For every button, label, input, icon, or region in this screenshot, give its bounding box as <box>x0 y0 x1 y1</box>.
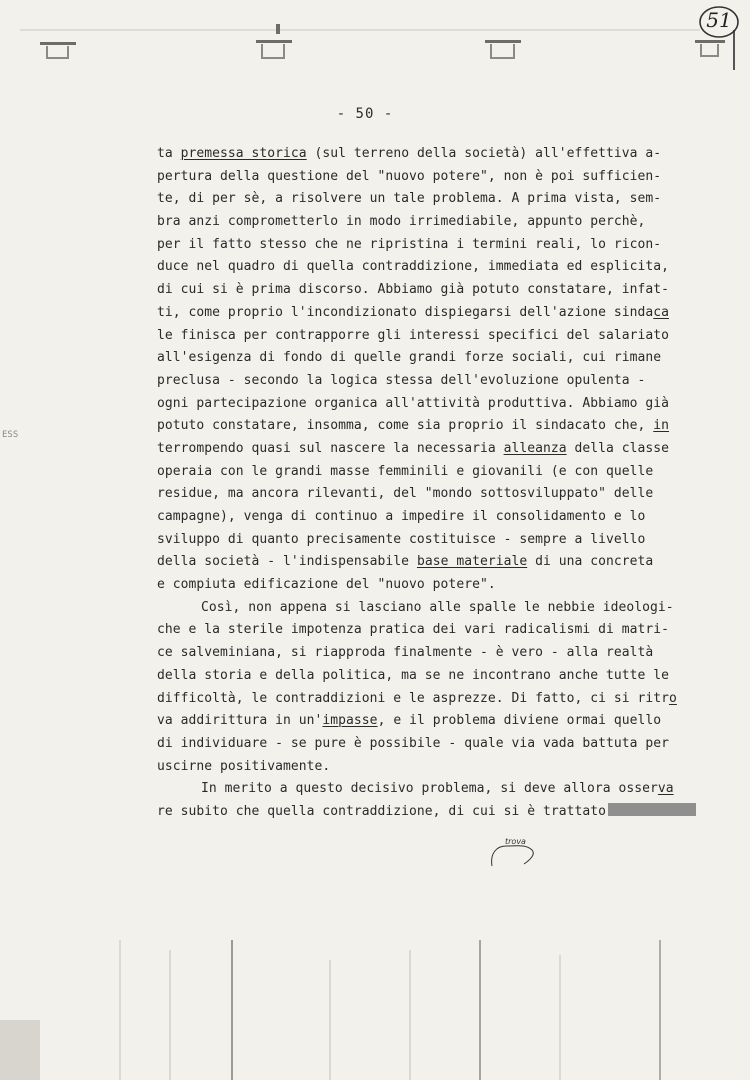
underlined-text: o <box>668 690 677 706</box>
text-segment: campagne), venga di continuo a impedire il consolidamento e lo <box>157 509 646 524</box>
text-segment: duce nel quadro di quella contraddizione, immediata ed esplicita, <box>157 259 669 275</box>
text-line <box>157 733 717 756</box>
text-line <box>157 347 717 370</box>
text-segment: , e il problema diviene ormai quello <box>377 713 662 729</box>
text-segment: te, di per sè, a risolvere un tale problema. A prima vista, sem- <box>157 191 662 207</box>
text-line <box>157 597 717 620</box>
text-line <box>157 188 717 211</box>
text-line <box>157 415 717 438</box>
text-line <box>157 529 717 552</box>
text-line <box>157 143 717 166</box>
text-segment: ce salveminiana, si riapproda finalmente - è vero - alla realtà <box>157 645 654 661</box>
text-segment: della classe <box>566 440 669 456</box>
text-segment: di individuare - se pure è possibile - quale via vada battuta per <box>157 735 669 751</box>
text-segment: le finisca per contrapporre gli interessi specifici del salariato <box>157 327 669 343</box>
underlined-text: ca <box>653 304 669 320</box>
text-line <box>157 325 717 348</box>
text-line <box>157 166 717 189</box>
text-segment: operaia con le grandi masse femminili e giovanili (e con quelle <box>157 463 654 479</box>
text-segment: va addirittura in un' <box>157 713 323 729</box>
text-segment: bra anzi comprometterlo in modo irrimediabile, appunto perchè, <box>157 214 646 230</box>
text-segment: della società - l'indispensabile <box>157 554 417 570</box>
underlined-text: va <box>657 781 674 797</box>
underlined-text: impasse <box>322 713 378 729</box>
text-segment: potuto constatare, insomma, come sia proprio il sindacato che, <box>157 418 654 434</box>
text-segment: preclusa - secondo la logica stessa dell'evoluzione opulenta - <box>157 372 646 388</box>
text-line <box>157 551 717 574</box>
body-text <box>157 143 717 824</box>
text-line <box>157 778 717 801</box>
text-line <box>157 642 717 665</box>
text-segment: della storia e della politica, ma se ne incontrano anche tutte le <box>157 667 669 683</box>
text-segment: ta <box>157 146 181 161</box>
text-segment: all'esigenza di fondo di quelle grandi forze sociali, cui rimane <box>157 350 662 366</box>
text-line <box>157 710 717 733</box>
redaction-block <box>608 803 696 816</box>
text-line <box>157 279 717 302</box>
text-segment: terrompendo quasi sul nascere la necessaria <box>157 440 504 456</box>
text-line <box>157 302 717 325</box>
text-segment: di cui si è prima discorso. Abbiamo già potuto constatare, infat- <box>157 282 669 298</box>
text-line <box>157 393 717 416</box>
text-segment: ogni partecipazione organica all'attività produttiva. Abbiamo già <box>157 395 669 411</box>
text-segment: residue, ma ancora rilevanti, del "mondo sottosviluppato" delle <box>157 486 654 502</box>
underlined-text: base materiale <box>416 554 528 570</box>
page-number: - 50 - <box>336 106 394 122</box>
binding-marks <box>0 0 750 70</box>
text-line <box>157 211 717 234</box>
text-line <box>157 574 717 597</box>
text-segment: pertura della questione del "nuovo potere", non è poi sufficien- <box>157 168 662 184</box>
text-line <box>157 461 717 484</box>
text-segment: che e la sterile impotenza pratica dei vari radicalismi di matri- <box>157 622 669 638</box>
text-segment: Così, non appena si lasciano alle spalle le nebbie ideologi- <box>201 599 674 615</box>
text-line <box>157 506 717 529</box>
text-line <box>157 483 717 506</box>
text-line <box>157 619 717 642</box>
text-segment: re subito che quella contraddizione, di cui si è trattato <box>157 803 606 819</box>
text-line <box>157 665 717 688</box>
page-stamp-number: 51 <box>706 8 732 32</box>
text-segment: sviluppo di quanto precisamente costituisce - sempre a livello <box>157 531 646 547</box>
text-line <box>157 234 717 257</box>
underlined-text: premessa storica <box>180 146 307 161</box>
text-segment: e compiuta edificazione del "nuovo potere". <box>157 577 496 593</box>
text-segment: di una concreta <box>527 554 654 570</box>
text-line <box>157 801 717 824</box>
text-line <box>157 688 717 711</box>
underlined-text: in <box>653 418 669 434</box>
text-segment: per il fatto stesso che ne ripristina i termini reali, lo ricon- <box>157 236 662 252</box>
text-line <box>157 756 717 779</box>
underlined-text: alleanza <box>503 440 567 456</box>
text-segment: uscirne positivamente. <box>157 758 331 774</box>
text-segment: difficoltà, le contraddizioni e le asprezze. Di fatto, ci si ritr <box>157 690 669 706</box>
handwritten-annotation: trova <box>505 837 526 846</box>
text-segment: ti, come proprio l'incondizionato dispiegarsi dell'azione sinda <box>157 304 654 320</box>
scan-bottom-texture <box>0 940 750 1080</box>
text-line <box>157 256 717 279</box>
margin-mark: ESS <box>2 430 19 440</box>
text-line <box>157 370 717 393</box>
text-segment: (sul terreno della società) all'effettiva a- <box>306 146 662 161</box>
text-line <box>157 438 717 461</box>
text-segment: In merito a questo decisivo problema, si deve allora osser <box>201 781 658 797</box>
